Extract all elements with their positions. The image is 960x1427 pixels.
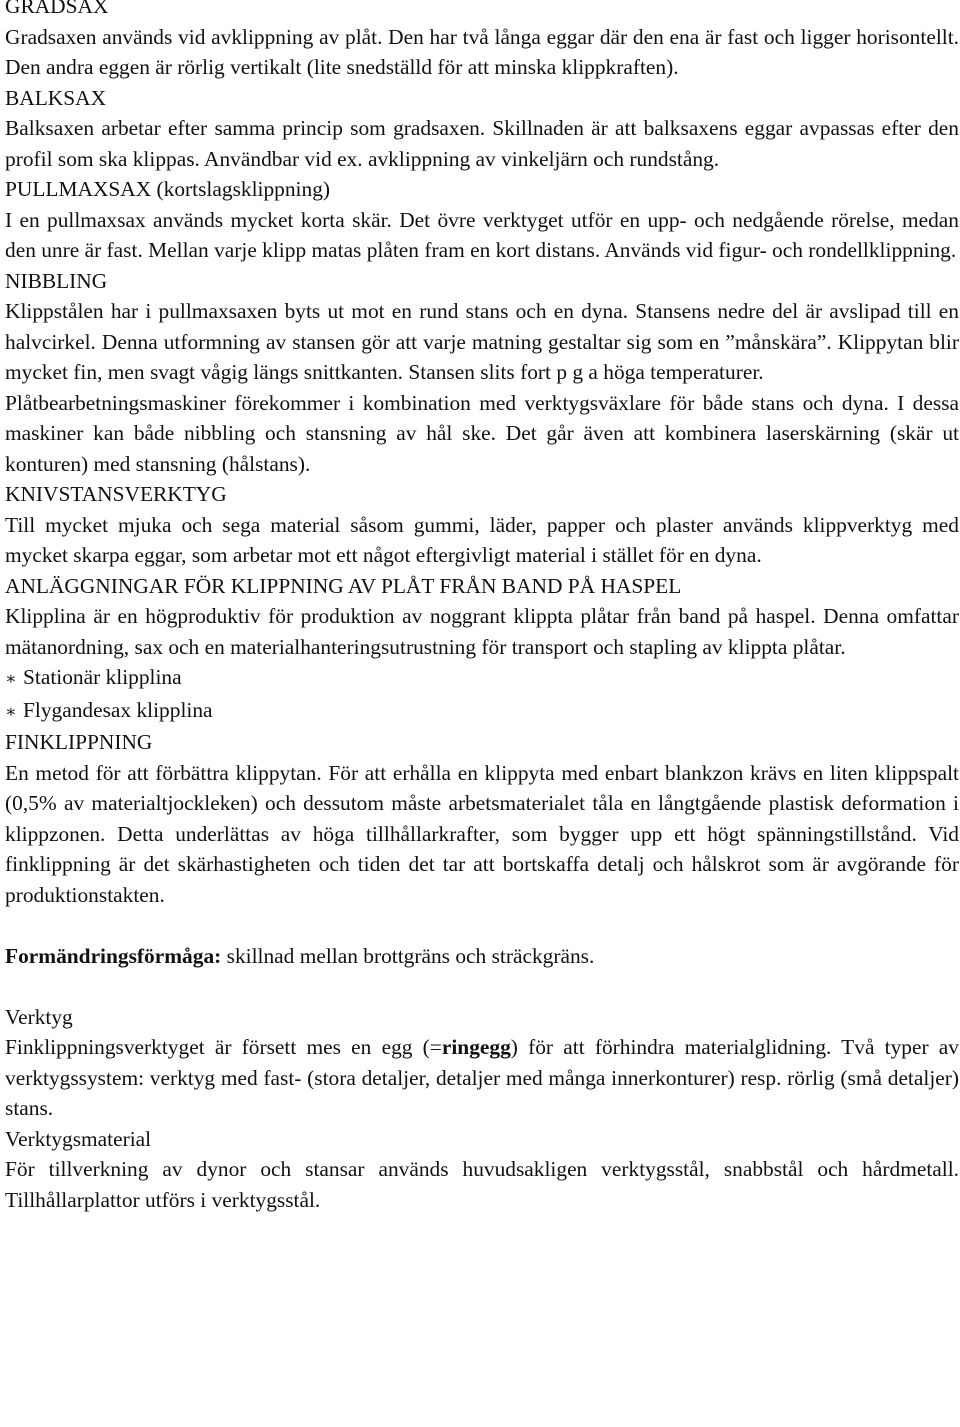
heading-verktyg: Verktyg	[5, 1004, 73, 1029]
heading-verktygsmaterial: Verktygsmaterial	[5, 1126, 152, 1151]
verktyg-text-start: Finklippningsverktyget är försett mes en egg (=	[5, 1035, 442, 1059]
heading-anlaggningar: ANLÄGGNINGAR FÖR KLIPPNING AV PLÅT FRÅN BAND PÅ HASPEL	[5, 573, 682, 598]
asterisk-bullet-icon: ∗	[5, 669, 17, 688]
spacer	[5, 971, 959, 1002]
list-item-label: Flygandesax klipplina	[23, 697, 213, 722]
heading-pullmaxsax: PULLMAXSAX (kortslagsklippning)	[5, 177, 331, 201]
paragraph-finklippning: En metod för att förbättra klippytan. För att erhålla en klippyta med enbart blankzon krävs en liten klippspalt (0,5% av materialtjockleken) och dessutom måste arbetsmaterialet tåla en långtgående plastisk deformation i klippzonen. Detta underlättas av höga tillhållarkrafter, som bygger upp ett högt spänningstillstånd. Vid finklippning är det skärhastigheten och tiden det tar att bortskaffa detalj och hålskrot som är avgörande för produktionstakten.	[5, 760, 959, 907]
asterisk-bullet-icon: ∗	[5, 701, 17, 721]
paragraph-balksax: Balksaxen arbetar efter samma princip som gradsaxen. Skillnaden är att balksaxens eggar avpassas efter den profil som ska klippas. Användbar vid ex. avklippning av vinkeljärn och rundstång.	[5, 116, 959, 171]
term-ringegg: ringegg	[441, 1035, 511, 1059]
paragraph-formandringsformaga	[5, 941, 959, 972]
list-item	[5, 695, 959, 728]
paragraph-verktygsmaterial: För tillverkning av dynor och stansar används huvudsakligen verktygsstål, snabbstål och hårdmetall. Tillhållarplattor utförs i verktygsstål.	[5, 1157, 959, 1212]
paragraph-pullmaxsax: I en pullmaxsax används mycket korta skär. Det övre verktyget utför en upp- och nedgående rörelse, medan den unre är fast. Mellan varje klipp matas plåten fram en kort distans. Används vid figur- och rondellklippning.	[5, 207, 959, 262]
term-formandringsformaga: Formändringsförmåga:	[5, 943, 222, 968]
paragraph-platbearbetning: Plåtbearbetningsmaskiner förekommer i kombination med verktygsväxlare för både stans och dyna. I dessa maskiner kan både nibbling och stansning av hål ske. Det går även att kombinera laserskärning (skär ut konturen) med stansning (hålstans).	[5, 390, 959, 476]
heading-balksax: BALKSAX	[5, 85, 107, 110]
heading-nibbling: NIBBLING	[5, 268, 108, 293]
paragraph-nibbling: Klippstålen har i pullmaxsaxen byts ut mot en rund stans och en dyna. Stansens nedre del är avslipad till en halvcirkel. Denna utformning av stansen gör att varje matning gestaltar sig som en ”månskära”. Klippytan blir mycket fin, men svagt vågig längs snittkanten. Stansen slits fort p g a höga temperaturer.	[5, 299, 959, 384]
paragraph-anlaggningar: Klipplina är en högproduktiv för produktion av noggrant klippta plåtar från band på haspel. Denna omfattar mätanordning, sax och en materialhanteringsutrustning för transport och stapling av klippta plåtar.	[5, 604, 959, 659]
heading-finklippning: FINKLIPPNING	[5, 730, 153, 754]
heading-gradsax: GRADSAX	[5, 0, 109, 18]
list-item	[5, 662, 959, 695]
list-item-label: Stationär klipplina	[23, 665, 182, 689]
heading-knivstansverktyg: KNIVSTANSVERKTYG	[5, 482, 227, 506]
definition-formandringsformaga: skillnad mellan brottgräns och sträckgräns.	[221, 943, 595, 968]
paragraph-gradsax: Gradsaxen används vid avklippning av plåt. Den har två långa eggar där den ena är fast och ligger horisontellt. Den andra eggen är rörlig vertikalt (lite snedställd för att minska klippkraften).	[5, 24, 959, 79]
paragraph-verktyg	[5, 1032, 959, 1124]
verktyg-text-end: ) för att förhindra materialglidning. Två typer av verktygssystem: verktyg med fast- (stora detaljer, detaljer med många innerkonturer) resp. rörlig (små detaljer) stans.	[5, 1035, 959, 1120]
paragraph-knivstansverktyg: Till mycket mjuka och sega material såsom gummi, läder, papper och plaster används klippverktyg med mycket skarpa eggar, som arbetar mot ett något eftergivligt material i stället för en dyna.	[5, 512, 959, 567]
spacer	[5, 910, 959, 941]
